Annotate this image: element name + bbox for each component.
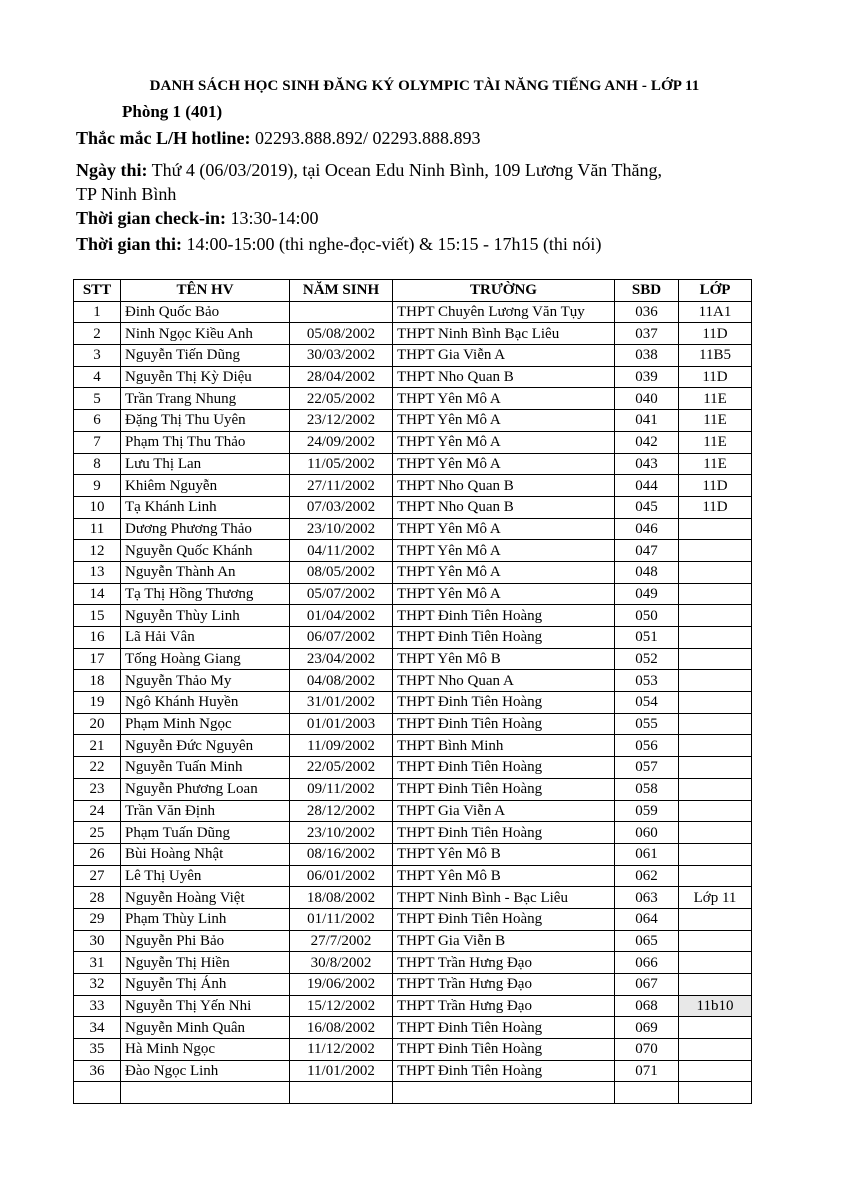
cell-birth-date: 31/01/2002 — [290, 692, 393, 714]
cell-school: THPT Đinh Tiên Hoàng — [393, 908, 615, 930]
cell-class: 11E — [679, 431, 752, 453]
cell-sbd: 067 — [615, 974, 679, 996]
cell-name: Hà Minh Ngọc — [121, 1039, 290, 1061]
cell-sbd: 048 — [615, 561, 679, 583]
table-row — [74, 518, 752, 540]
cell-name: Tống Hoàng Giang — [121, 648, 290, 670]
cell-stt: 31 — [74, 952, 121, 974]
cell-class — [679, 670, 752, 692]
cell-class — [679, 627, 752, 649]
cell-name: Dương Phương Thảo — [121, 518, 290, 540]
cell-stt: 19 — [74, 692, 121, 714]
table-row — [74, 778, 752, 800]
cell-stt: 26 — [74, 843, 121, 865]
cell-school: THPT Gia Viễn B — [393, 930, 615, 952]
cell-name: Nguyễn Thị Hiền — [121, 952, 290, 974]
cell-sbd: 039 — [615, 366, 679, 388]
table-row — [74, 930, 752, 952]
cell-school: THPT Yên Mô A — [393, 431, 615, 453]
cell-school: THPT Yên Mô B — [393, 648, 615, 670]
cell-birth-date: 22/05/2002 — [290, 757, 393, 779]
cell-stt: 11 — [74, 518, 121, 540]
cell-stt: 7 — [74, 431, 121, 453]
cell-birth-date: 06/01/2002 — [290, 865, 393, 887]
cell-stt: 27 — [74, 865, 121, 887]
cell-birth-date — [290, 301, 393, 323]
cell-school: THPT Yên Mô A — [393, 540, 615, 562]
table-row — [74, 952, 752, 974]
cell-class — [679, 974, 752, 996]
cell-birth-date: 07/03/2002 — [290, 496, 393, 518]
cell-stt: 23 — [74, 778, 121, 800]
checkin-label: Thời gian check-in: — [76, 208, 226, 228]
cell-birth-date: 11/05/2002 — [290, 453, 393, 475]
cell-name: Nguyễn Thị Kỳ Diệu — [121, 366, 290, 388]
cell-school: THPT Đinh Tiên Hoàng — [393, 692, 615, 714]
cell-sbd: 054 — [615, 692, 679, 714]
cell-class — [679, 605, 752, 627]
table-row — [74, 865, 752, 887]
cell-birth-date: 23/10/2002 — [290, 822, 393, 844]
cell-class — [679, 908, 752, 930]
cell-birth-date: 22/05/2002 — [290, 388, 393, 410]
cell-class — [679, 1082, 752, 1104]
table-row — [74, 431, 752, 453]
cell-name: Nguyễn Tiến Dũng — [121, 345, 290, 367]
cell-class — [679, 1017, 752, 1039]
cell-stt: 28 — [74, 887, 121, 909]
cell-school: THPT Yên Mô B — [393, 843, 615, 865]
cell-class — [679, 778, 752, 800]
cell-name: Nguyễn Hoàng Việt — [121, 887, 290, 909]
cell-birth-date: 15/12/2002 — [290, 995, 393, 1017]
table-row — [74, 713, 752, 735]
table-row — [74, 670, 752, 692]
cell-stt: 36 — [74, 1060, 121, 1082]
table-row — [74, 887, 752, 909]
table-row — [74, 475, 752, 497]
cell-class: 11D — [679, 323, 752, 345]
cell-birth-date: 23/12/2002 — [290, 410, 393, 432]
cell-birth-date: 11/09/2002 — [290, 735, 393, 757]
cell-name: Lưu Thị Lan — [121, 453, 290, 475]
cell-class — [679, 692, 752, 714]
table-header-row — [74, 280, 752, 302]
cell-class — [679, 583, 752, 605]
cell-class: 11A1 — [679, 301, 752, 323]
table-row — [74, 453, 752, 475]
cell-sbd: 041 — [615, 410, 679, 432]
cell-birth-date: 05/08/2002 — [290, 323, 393, 345]
cell-school: THPT Nho Quan A — [393, 670, 615, 692]
table-row — [74, 735, 752, 757]
cell-name: Ninh Ngọc Kiều Anh — [121, 323, 290, 345]
table-row — [74, 345, 752, 367]
table-row — [74, 1017, 752, 1039]
cell-school: THPT Nho Quan B — [393, 496, 615, 518]
hotline-line — [76, 126, 481, 150]
cell-stt: 24 — [74, 800, 121, 822]
cell-stt: 30 — [74, 930, 121, 952]
table-row — [74, 561, 752, 583]
cell-school: THPT Yên Mô A — [393, 388, 615, 410]
cell-name: Lê Thị Uyên — [121, 865, 290, 887]
cell-school: THPT Nho Quan B — [393, 366, 615, 388]
cell-name: Nguyễn Thị Yến Nhi — [121, 995, 290, 1017]
cell-name: Khiêm Nguyễn — [121, 475, 290, 497]
cell-stt: 29 — [74, 908, 121, 930]
cell-school: THPT Yên Mô B — [393, 865, 615, 887]
cell-birth-date: 01/11/2002 — [290, 908, 393, 930]
cell-school: THPT Trần Hưng Đạo — [393, 974, 615, 996]
cell-name: Nguyễn Thị Ánh — [121, 974, 290, 996]
cell-sbd: 042 — [615, 431, 679, 453]
cell-sbd: 052 — [615, 648, 679, 670]
cell-stt: 16 — [74, 627, 121, 649]
document-title: DANH SÁCH HỌC SINH ĐĂNG KÝ OLYMPIC TÀI NĂNG TIẾNG ANH - LỚP 11 — [149, 78, 700, 94]
header-birth-year: NĂM SINH — [290, 280, 393, 302]
cell-sbd: 055 — [615, 713, 679, 735]
table-row — [74, 583, 752, 605]
cell-school: THPT Ninh Bình - Bạc Liêu — [393, 887, 615, 909]
cell-birth-date: 06/07/2002 — [290, 627, 393, 649]
cell-birth-date: 23/04/2002 — [290, 648, 393, 670]
cell-sbd: 049 — [615, 583, 679, 605]
cell-sbd: 060 — [615, 822, 679, 844]
cell-sbd: 047 — [615, 540, 679, 562]
cell-class — [679, 648, 752, 670]
cell-name: Phạm Tuấn Dũng — [121, 822, 290, 844]
table-row — [74, 323, 752, 345]
cell-sbd: 050 — [615, 605, 679, 627]
table-row — [74, 974, 752, 996]
cell-school: THPT Đinh Tiên Hoàng — [393, 757, 615, 779]
cell-name: Nguyễn Quốc Khánh — [121, 540, 290, 562]
cell-school: THPT Trần Hưng Đạo — [393, 995, 615, 1017]
cell-name: Đào Ngọc Linh — [121, 1060, 290, 1082]
cell-sbd: 059 — [615, 800, 679, 822]
cell-school: THPT Yên Mô A — [393, 518, 615, 540]
cell-name: Đặng Thị Thu Uyên — [121, 410, 290, 432]
cell-birth-date: 01/04/2002 — [290, 605, 393, 627]
student-table — [73, 279, 752, 1104]
checkin-line — [76, 206, 319, 230]
cell-stt: 25 — [74, 822, 121, 844]
exam-time-line — [76, 232, 601, 256]
cell-name: Bùi Hoàng Nhật — [121, 843, 290, 865]
table-row — [74, 1082, 752, 1104]
cell-sbd: 043 — [615, 453, 679, 475]
cell-sbd: 069 — [615, 1017, 679, 1039]
table-row — [74, 800, 752, 822]
cell-sbd — [615, 1082, 679, 1104]
cell-sbd: 066 — [615, 952, 679, 974]
cell-sbd: 068 — [615, 995, 679, 1017]
cell-birth-date — [290, 1082, 393, 1104]
cell-birth-date: 24/09/2002 — [290, 431, 393, 453]
cell-stt: 1 — [74, 301, 121, 323]
header-school: TRƯỜNG — [393, 280, 615, 302]
cell-stt: 10 — [74, 496, 121, 518]
cell-school: THPT Yên Mô A — [393, 453, 615, 475]
table-row — [74, 496, 752, 518]
cell-class — [679, 952, 752, 974]
table-row — [74, 822, 752, 844]
table-row — [74, 757, 752, 779]
cell-birth-date: 01/01/2003 — [290, 713, 393, 735]
cell-stt: 13 — [74, 561, 121, 583]
cell-stt: 14 — [74, 583, 121, 605]
table-row — [74, 1060, 752, 1082]
cell-sbd: 061 — [615, 843, 679, 865]
cell-name: Nguyễn Thành An — [121, 561, 290, 583]
cell-birth-date: 04/11/2002 — [290, 540, 393, 562]
cell-sbd: 064 — [615, 908, 679, 930]
cell-birth-date: 08/16/2002 — [290, 843, 393, 865]
cell-birth-date: 09/11/2002 — [290, 778, 393, 800]
cell-class — [679, 865, 752, 887]
cell-name: Phạm Thị Thu Thảo — [121, 431, 290, 453]
cell-class — [679, 930, 752, 952]
cell-stt: 34 — [74, 1017, 121, 1039]
cell-class: 11D — [679, 496, 752, 518]
cell-school: THPT Đinh Tiên Hoàng — [393, 713, 615, 735]
cell-name: Đinh Quốc Bảo — [121, 301, 290, 323]
table-row — [74, 1039, 752, 1061]
header-stt: STT — [74, 280, 121, 302]
cell-stt: 22 — [74, 757, 121, 779]
exam-date-line-cont — [76, 182, 176, 206]
cell-birth-date: 05/07/2002 — [290, 583, 393, 605]
cell-name — [121, 1082, 290, 1104]
header-class: LỚP — [679, 280, 752, 302]
header-sbd: SBD — [615, 280, 679, 302]
cell-class: 11D — [679, 475, 752, 497]
cell-class — [679, 713, 752, 735]
cell-name: Nguyễn Minh Quân — [121, 1017, 290, 1039]
cell-name: Nguyễn Thảo My — [121, 670, 290, 692]
cell-class: Lớp 11 — [679, 887, 752, 909]
header-name: TÊN HV — [121, 280, 290, 302]
table-row — [74, 995, 752, 1017]
cell-name: Nguyễn Tuấn Minh — [121, 757, 290, 779]
table-row — [74, 540, 752, 562]
cell-sbd: 036 — [615, 301, 679, 323]
cell-birth-date: 27/11/2002 — [290, 475, 393, 497]
cell-name: Nguyễn Phương Loan — [121, 778, 290, 800]
cell-school — [393, 1082, 615, 1104]
cell-name: Phạm Thùy Linh — [121, 908, 290, 930]
exam-date-line — [76, 158, 662, 182]
cell-school: THPT Đinh Tiên Hoàng — [393, 627, 615, 649]
cell-school: THPT Yên Mô A — [393, 561, 615, 583]
cell-sbd: 045 — [615, 496, 679, 518]
cell-stt: 17 — [74, 648, 121, 670]
cell-class — [679, 518, 752, 540]
cell-sbd: 038 — [615, 345, 679, 367]
cell-name: Tạ Thị Hồng Thương — [121, 583, 290, 605]
cell-stt: 20 — [74, 713, 121, 735]
exam-location-city: TP Ninh Bình — [76, 184, 177, 204]
cell-school: THPT Đinh Tiên Hoàng — [393, 605, 615, 627]
cell-stt: 32 — [74, 974, 121, 996]
cell-sbd: 037 — [615, 323, 679, 345]
cell-school: THPT Yên Mô A — [393, 583, 615, 605]
cell-birth-date: 30/8/2002 — [290, 952, 393, 974]
cell-birth-date: 11/12/2002 — [290, 1039, 393, 1061]
cell-class — [679, 735, 752, 757]
cell-sbd: 070 — [615, 1039, 679, 1061]
cell-sbd: 044 — [615, 475, 679, 497]
cell-class — [679, 561, 752, 583]
checkin-value: 13:30-14:00 — [226, 208, 319, 228]
cell-stt: 18 — [74, 670, 121, 692]
cell-school: THPT Đinh Tiên Hoàng — [393, 1060, 615, 1082]
cell-class — [679, 822, 752, 844]
cell-school: THPT Bình Minh — [393, 735, 615, 757]
cell-class: 11B5 — [679, 345, 752, 367]
cell-name: Nguyễn Đức Nguyên — [121, 735, 290, 757]
cell-school: THPT Đinh Tiên Hoàng — [393, 1017, 615, 1039]
cell-stt — [74, 1082, 121, 1104]
table-row — [74, 648, 752, 670]
cell-sbd: 046 — [615, 518, 679, 540]
cell-sbd: 071 — [615, 1060, 679, 1082]
cell-name: Lã Hải Vân — [121, 627, 290, 649]
cell-class: 11b10 — [679, 995, 752, 1017]
cell-birth-date: 30/03/2002 — [290, 345, 393, 367]
table-row — [74, 410, 752, 432]
cell-class: 11E — [679, 453, 752, 475]
cell-stt: 21 — [74, 735, 121, 757]
cell-stt: 8 — [74, 453, 121, 475]
cell-name: Trần Trang Nhung — [121, 388, 290, 410]
cell-name: Nguyễn Phi Bảo — [121, 930, 290, 952]
table-row — [74, 605, 752, 627]
cell-class — [679, 1060, 752, 1082]
cell-school: THPT Đinh Tiên Hoàng — [393, 822, 615, 844]
cell-sbd: 058 — [615, 778, 679, 800]
cell-school: THPT Trần Hưng Đạo — [393, 952, 615, 974]
cell-school: THPT Đinh Tiên Hoàng — [393, 778, 615, 800]
cell-stt: 35 — [74, 1039, 121, 1061]
cell-stt: 2 — [74, 323, 121, 345]
cell-class: 11E — [679, 410, 752, 432]
table-row — [74, 366, 752, 388]
cell-class: 11D — [679, 366, 752, 388]
cell-sbd: 051 — [615, 627, 679, 649]
table-row — [74, 388, 752, 410]
hotline-label: Thắc mắc L/H hotline: — [76, 128, 251, 148]
table-body — [74, 301, 752, 1103]
cell-birth-date: 23/10/2002 — [290, 518, 393, 540]
exam-date-label: Ngày thi: — [76, 160, 148, 180]
cell-school: THPT Đinh Tiên Hoàng — [393, 1039, 615, 1061]
exam-time-value: 14:00-15:00 (thi nghe-đọc-viết) & 15:15 - 17h15 (thi nói) — [182, 234, 602, 254]
exam-date-value: Thứ 4 (06/03/2019), tại Ocean Edu Ninh Bình, 109 Lương Văn Thăng, — [147, 160, 662, 180]
cell-school: THPT Ninh Bình Bạc Liêu — [393, 323, 615, 345]
cell-stt: 12 — [74, 540, 121, 562]
cell-name: Phạm Minh Ngọc — [121, 713, 290, 735]
cell-class — [679, 1039, 752, 1061]
cell-name: Trần Văn Định — [121, 800, 290, 822]
hotline-value: 02293.888.892/ 02293.888.893 — [250, 128, 481, 148]
cell-stt: 33 — [74, 995, 121, 1017]
cell-sbd: 053 — [615, 670, 679, 692]
table-row — [74, 627, 752, 649]
cell-stt: 4 — [74, 366, 121, 388]
cell-birth-date: 28/04/2002 — [290, 366, 393, 388]
cell-school: THPT Nho Quan B — [393, 475, 615, 497]
cell-birth-date: 18/08/2002 — [290, 887, 393, 909]
cell-birth-date: 27/7/2002 — [290, 930, 393, 952]
cell-sbd: 062 — [615, 865, 679, 887]
cell-sbd: 063 — [615, 887, 679, 909]
cell-sbd: 040 — [615, 388, 679, 410]
cell-class — [679, 800, 752, 822]
cell-birth-date: 11/01/2002 — [290, 1060, 393, 1082]
cell-birth-date: 19/06/2002 — [290, 974, 393, 996]
cell-sbd: 065 — [615, 930, 679, 952]
cell-class: 11E — [679, 388, 752, 410]
cell-school: THPT Gia Viễn A — [393, 800, 615, 822]
cell-name: Nguyễn Thùy Linh — [121, 605, 290, 627]
cell-class — [679, 843, 752, 865]
table-row — [74, 301, 752, 323]
cell-birth-date: 16/08/2002 — [290, 1017, 393, 1039]
cell-birth-date: 04/08/2002 — [290, 670, 393, 692]
table-row — [74, 908, 752, 930]
cell-stt: 5 — [74, 388, 121, 410]
cell-stt: 9 — [74, 475, 121, 497]
cell-school: THPT Gia Viễn A — [393, 345, 615, 367]
cell-stt: 6 — [74, 410, 121, 432]
exam-time-label: Thời gian thi: — [76, 234, 182, 254]
cell-birth-date: 08/05/2002 — [290, 561, 393, 583]
cell-sbd: 056 — [615, 735, 679, 757]
cell-name: Tạ Khánh Linh — [121, 496, 290, 518]
cell-name: Ngô Khánh Huyền — [121, 692, 290, 714]
cell-birth-date: 28/12/2002 — [290, 800, 393, 822]
cell-class — [679, 757, 752, 779]
cell-sbd: 057 — [615, 757, 679, 779]
cell-school: THPT Chuyên Lương Văn Tụy — [393, 301, 615, 323]
table-row — [74, 692, 752, 714]
cell-class — [679, 540, 752, 562]
room-label: Phòng 1 (401) — [122, 102, 223, 121]
cell-stt: 15 — [74, 605, 121, 627]
cell-school: THPT Yên Mô A — [393, 410, 615, 432]
cell-stt: 3 — [74, 345, 121, 367]
table-row — [74, 843, 752, 865]
